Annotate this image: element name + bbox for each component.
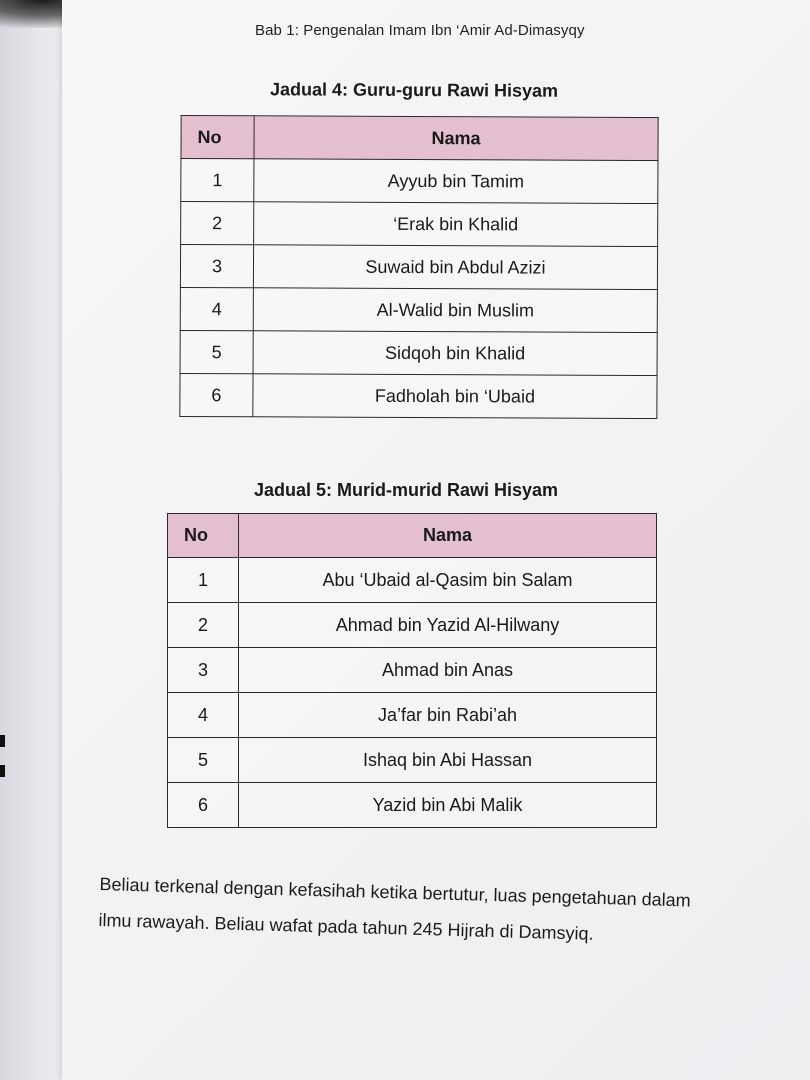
- row-no: 1: [181, 158, 254, 201]
- row-no: 5: [180, 330, 253, 373]
- table5-title: Jadual 5: Murid-murid Rawi Hisyam: [254, 480, 559, 500]
- row-nama: Ja’far bin Rabi’ah: [239, 693, 657, 738]
- row-no: 5: [168, 738, 239, 783]
- row-nama: Yazid bin Abi Malik: [239, 783, 657, 828]
- table-row: [181, 201, 658, 246]
- row-nama: Ayyub bin Tamim: [254, 159, 658, 204]
- row-no: 3: [168, 648, 239, 693]
- row-nama: Abu ‘Ubaid al-Qasim bin Salam: [239, 558, 657, 603]
- table-header-row: [168, 514, 657, 558]
- table-row: [181, 158, 658, 203]
- table-row: [168, 648, 657, 693]
- paragraph-line: Beliau terkenal dengan kefasihah ketika bertutur, luas pengetahuan dalam: [99, 873, 691, 911]
- header-nama: Nama: [254, 116, 658, 161]
- running-head: Bab 1: Pengenalan Imam Ibn ‘Amir Ad-Dimasyqy: [255, 22, 585, 39]
- row-no: 4: [180, 287, 253, 330]
- row-nama: Ahmad bin Yazid Al-Hilwany: [239, 603, 657, 648]
- row-no: 6: [168, 783, 239, 828]
- table-row: [180, 244, 657, 289]
- row-no: 3: [180, 244, 253, 287]
- paragraph-line: ilmu rawayah. Beliau wafat pada tahun 245 Hijrah di Damsyiq.: [98, 909, 594, 944]
- table-row: [168, 738, 657, 783]
- table-row: [168, 603, 657, 648]
- row-no: 2: [168, 603, 239, 648]
- table-row: [168, 783, 657, 828]
- row-no: 2: [181, 201, 254, 244]
- table-row: [168, 558, 657, 603]
- row-nama: ‘Erak bin Khalid: [254, 202, 658, 247]
- row-nama: Al-Walid bin Muslim: [253, 288, 657, 333]
- row-no: 4: [168, 693, 239, 738]
- table-guru: [179, 115, 658, 419]
- table-murid: [167, 513, 657, 828]
- table-header-row: [181, 115, 658, 160]
- table-row: [180, 330, 657, 375]
- header-no: No: [181, 115, 254, 158]
- header-no: No: [168, 514, 239, 558]
- row-nama: Suwaid bin Abdul Azizi: [253, 245, 657, 290]
- table-row: [180, 373, 657, 418]
- table-row: [168, 693, 657, 738]
- row-no: 6: [180, 373, 253, 416]
- page-edge-marks: [0, 735, 6, 815]
- row-nama: Ahmad bin Anas: [239, 648, 657, 693]
- row-no: 1: [168, 558, 239, 603]
- row-nama: Sidqoh bin Khalid: [253, 331, 657, 376]
- table-row: [180, 287, 657, 332]
- row-nama: Fadholah bin ‘Ubaid: [253, 374, 657, 419]
- table4-title: Jadual 4: Guru-guru Rawi Hisyam: [269, 79, 559, 101]
- header-nama: Nama: [239, 514, 657, 558]
- row-nama: Ishaq bin Abi Hassan: [239, 738, 657, 783]
